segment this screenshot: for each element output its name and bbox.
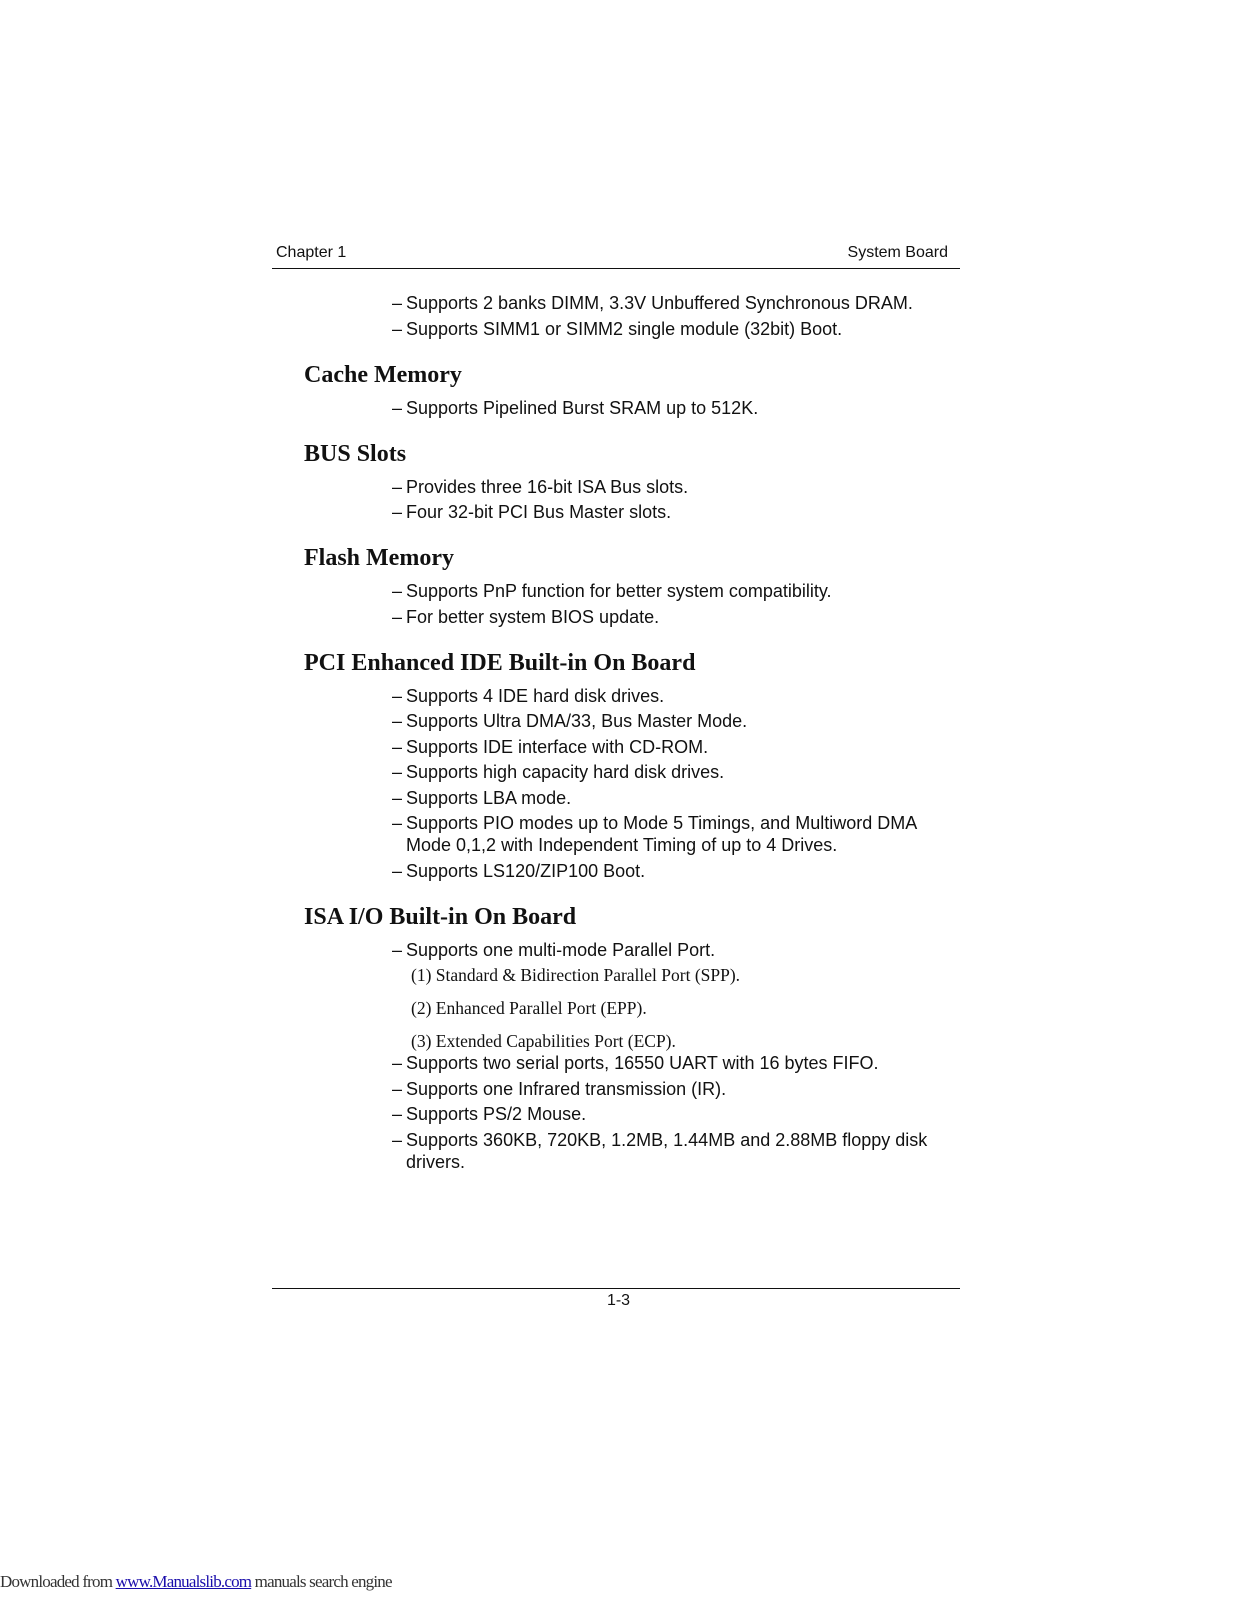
list-item-text: Four 32-bit PCI Bus Master slots. [406, 502, 672, 522]
chapter-label: Chapter 1 [276, 244, 347, 261]
list-item-text: Supports PS/2 Mouse. [406, 1104, 587, 1124]
sub-list-item: (3) Extended Capabilities Port (ECP). [411, 1031, 676, 1051]
list-item-text: Supports high capacity hard disk drives. [406, 762, 725, 782]
section-heading-isa-io: ISA I/O Built-in On Board [304, 903, 577, 930]
list-item [392, 1129, 964, 1173]
list-item [392, 318, 964, 340]
list-item [392, 397, 964, 419]
list-item-text: Provides three 16-bit ISA Bus slots. [406, 476, 689, 497]
sub-list-item: (1) Standard & Bidirection Parallel Port (SPP). [411, 965, 741, 985]
list-item [392, 292, 964, 314]
dash-marker: – [392, 1078, 403, 1099]
list-item [392, 1052, 964, 1074]
list-item-text: Supports 4 IDE hard disk drives. [406, 685, 665, 706]
dash-marker: – [392, 581, 403, 601]
list-item-text: Supports 2 banks DIMM, 3.3V Unbuffered Synchronous DRAM. [406, 293, 913, 313]
list-item-text: Supports PIO modes up to Mode 5 Timings, and Multiword DMA Mode 0,1,2 with Independent Timing of up to 4 Drives. [406, 813, 917, 855]
list-item-text: Supports two serial ports, 16550 UART with 16 bytes FIFO. [406, 1053, 879, 1073]
list-item [392, 606, 964, 628]
list-item-text: Supports LS120/ZIP100 Boot. [406, 860, 646, 881]
dash-marker: – [392, 606, 403, 627]
section-heading-bus-slots: BUS Slots [304, 440, 407, 467]
list-item-text: Supports IDE interface with CD-ROM. [406, 736, 709, 757]
dash-marker: – [392, 685, 403, 706]
page-content [304, 292, 964, 1176]
list-item-text: Supports SIMM1 or SIMM2 single module (32bit) Boot. [406, 318, 843, 339]
list-item-text: Supports 360KB, 720KB, 1.2MB, 1.44MB and 2.88MB floppy disk drivers. [406, 1129, 928, 1172]
list-item-text: Supports PnP function for better system compatibility. [406, 581, 832, 601]
dash-marker: – [392, 787, 403, 808]
list-item [392, 1103, 964, 1125]
dash-marker: – [392, 1104, 403, 1124]
dash-marker: – [392, 1053, 403, 1073]
list-item [392, 476, 964, 498]
section-heading-pci-ide: PCI Enhanced IDE Built-in On Board [304, 649, 696, 676]
list-item-text: Supports one Infrared transmission (IR). [406, 1078, 727, 1099]
watermark [0, 1572, 392, 1592]
list-item-text: For better system BIOS update. [406, 606, 660, 627]
list-item [392, 787, 964, 809]
section-label: System Board [847, 244, 948, 261]
dash-marker: – [392, 762, 403, 782]
list-item-text: Supports one multi-mode Parallel Port. [406, 939, 716, 960]
dash-marker: – [392, 1129, 403, 1150]
list-item-text: Supports Ultra DMA/33, Bus Master Mode. [406, 711, 748, 731]
list-item [392, 736, 964, 758]
section-heading-cache-memory: Cache Memory [304, 361, 462, 388]
list-item [392, 501, 964, 523]
list-item [392, 1078, 964, 1100]
dash-marker: – [392, 318, 403, 339]
list-item [392, 812, 964, 856]
dash-marker: – [392, 711, 403, 731]
section-heading-flash-memory: Flash Memory [304, 545, 454, 571]
page-number: 1-3 [606, 1292, 631, 1309]
list-item-text: Supports LBA mode. [406, 787, 572, 808]
list-item [392, 761, 964, 783]
dash-marker: – [392, 939, 403, 960]
list-item [392, 685, 964, 707]
dash-marker: – [392, 736, 403, 757]
dash-marker: – [392, 813, 403, 833]
dash-marker: – [392, 860, 403, 881]
list-item [392, 710, 964, 732]
manualslib-link[interactable]: www.Manualslib.com [115, 1572, 252, 1591]
page-header [272, 238, 960, 269]
dash-marker: – [392, 293, 403, 313]
footer-divider [272, 1288, 960, 1289]
list-item-text: Supports Pipelined Burst SRAM up to 512K. [406, 397, 759, 418]
dash-marker: – [392, 397, 403, 418]
list-item [392, 580, 964, 602]
watermark-prefix: Downloaded from [0, 1572, 116, 1591]
dash-marker: – [392, 502, 403, 522]
dash-marker: – [392, 476, 403, 497]
sub-list-item: (2) Enhanced Parallel Port (EPP). [411, 998, 647, 1018]
list-item [392, 860, 964, 882]
watermark-suffix: manuals search engine [251, 1572, 392, 1591]
list-item [392, 939, 964, 961]
